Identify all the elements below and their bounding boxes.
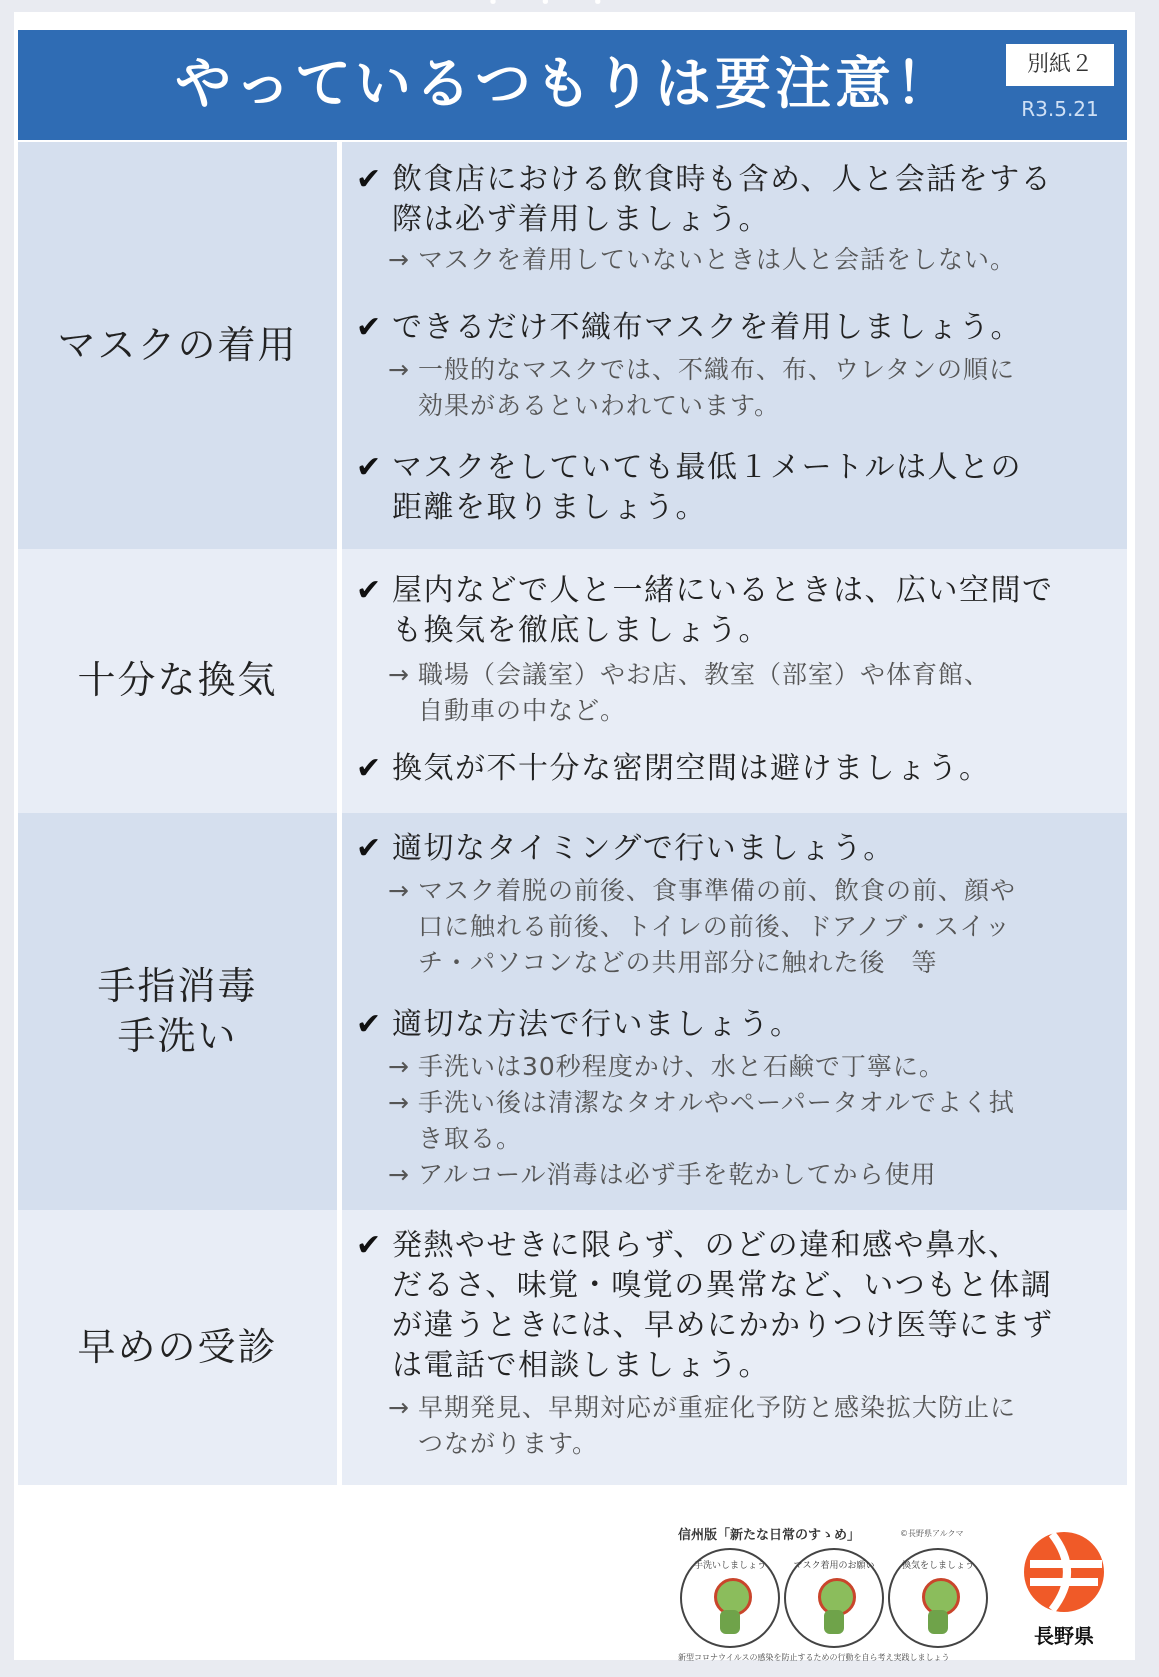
item-text-line: マスクをしていても最低１メートルは人との — [392, 450, 1022, 485]
item-text-line: 屋内などで人と一緒にいるときは、広い空間で — [392, 573, 1054, 608]
checklist-item — [356, 448, 1116, 528]
item-text-line: できるだけ不織布マスクを着用しましょう。 — [392, 310, 1022, 345]
check-mark-icon: ✔ — [356, 751, 383, 786]
badge-text: 手洗いしましょう — [693, 1561, 766, 1571]
note-line — [388, 1049, 1118, 1085]
issue-date: R3.5.21 — [1021, 97, 1099, 121]
checklist-item — [356, 571, 1116, 651]
prefecture-name: 長野県 — [1034, 1624, 1094, 1648]
item-text-line: 距離を取りましょう。 — [392, 490, 707, 525]
column-divider — [337, 549, 342, 813]
item-text-line: だるさ、味覚・嗅覚の異常など、いつもと体調 — [392, 1268, 1053, 1303]
note-line — [388, 1157, 1118, 1193]
note-text: 職場（会議室）やお店、教室（部室）や体育館、 — [418, 660, 991, 689]
item-text-line: は電話で相談しましょう。 — [392, 1348, 770, 1383]
section-mask — [18, 142, 1127, 549]
note-text: チ・パソコンなどの共用部分に触れた後 等 — [418, 948, 938, 977]
check-mark-icon: ✔ — [356, 573, 383, 608]
check-mark-icon: ✔ — [356, 310, 383, 345]
note-text: 早期発見、早期対応が重症化予防と感染拡大防止に — [418, 1393, 1017, 1422]
checklist-item — [356, 1005, 1116, 1045]
column-divider — [337, 142, 342, 549]
arrow-right-icon: → — [388, 1088, 410, 1117]
note-text: 効果があるといわれています。 — [418, 391, 781, 420]
arrow-right-icon: → — [388, 660, 410, 689]
mascot-body — [928, 1610, 948, 1634]
check-mark-icon: ✔ — [356, 831, 383, 866]
check-mark-icon: ✔ — [356, 1007, 383, 1042]
nagano-prefecture-mark-icon — [1022, 1530, 1106, 1614]
copyright-text: ©長野県アルクマ — [900, 1529, 964, 1538]
column-divider — [337, 1210, 342, 1485]
note-line — [388, 242, 1118, 278]
campaign-badge-handwash — [680, 1548, 780, 1648]
note-line — [388, 352, 1118, 424]
item-text-line: が違うときには、早めにかかりつけ医等にまず — [392, 1308, 1054, 1343]
attachment-badge: 別紙２ — [1006, 44, 1114, 86]
note-text: 手洗い後は清潔なタオルやペーパータオルでよく拭 — [418, 1088, 1015, 1117]
campaign-badge-ventilation — [888, 1548, 988, 1648]
badge-text: マスク着用のお願い — [793, 1561, 875, 1571]
title-emphasis: ・ ・ ・ つもり — [475, 30, 655, 140]
arrow-right-icon: → — [388, 876, 410, 905]
note-text: アルコール消毒は必ず手を乾かしてから使用 — [418, 1160, 937, 1189]
section-label — [18, 961, 337, 1061]
campaign-note: 新型コロナウイルスの感染を防止するための行動を自ら考え実践しましょう — [678, 1653, 950, 1662]
checklist-item — [356, 1226, 1116, 1386]
section-hand-hygiene — [18, 813, 1127, 1210]
check-mark-icon: ✔ — [356, 450, 383, 485]
item-text-line: 飲食店における飲食時も含め、人と会話をする — [392, 162, 1053, 197]
item-text-line: 換気が不十分な密閉空間は避けましょう。 — [392, 751, 991, 786]
note-text: 自動車の中など。 — [418, 696, 627, 725]
arrow-right-icon: → — [388, 1393, 410, 1422]
item-text-line: も換気を徹底しましょう。 — [392, 613, 770, 648]
section-ventilation — [18, 549, 1127, 813]
item-text-line: 際は必ず着用しましょう。 — [392, 202, 770, 237]
note-line — [388, 657, 1118, 729]
checklist-item — [356, 829, 1116, 869]
note-line — [388, 873, 1118, 981]
badge-text: 換気をしましょう — [901, 1561, 974, 1571]
checklist-item — [356, 308, 1116, 348]
campaign-badge-mask — [784, 1548, 884, 1648]
page-title — [175, 30, 955, 140]
note-text: マスクを着用していないときは人と会話をしない。 — [418, 245, 1017, 274]
item-text-line: 発熱やせきに限らず、のどの違和感や鼻水、 — [392, 1228, 1020, 1263]
section-label-line: 手洗い — [117, 1014, 238, 1058]
check-mark-icon: ✔ — [356, 1228, 383, 1263]
mascot-body — [720, 1610, 740, 1634]
section-label: 早めの受診 — [77, 1325, 278, 1369]
note-text: 手洗いは30秒程度かけ、水と石鹸で丁寧に。 — [418, 1052, 945, 1081]
check-mark-icon: ✔ — [356, 162, 383, 197]
section-label: 十分な換気 — [77, 658, 278, 702]
mascot-body — [824, 1610, 844, 1634]
arrow-right-icon: → — [388, 1052, 410, 1081]
section-label: マスクの着用 — [57, 323, 298, 367]
note-text: つながります。 — [418, 1429, 599, 1458]
item-text-line: 適切なタイミングで行いましょう。 — [392, 831, 895, 866]
note-text: き取る。 — [418, 1124, 523, 1153]
checklist-item — [356, 749, 1116, 789]
title-suffix: は要注意！ — [655, 52, 955, 117]
note-line — [388, 1390, 1118, 1462]
arrow-right-icon: → — [388, 245, 410, 274]
note-text: マスク着脱の前後、食事準備の前、飲食の前、顔や — [418, 876, 1017, 905]
column-divider — [337, 813, 342, 1210]
section-early-consultation — [18, 1210, 1127, 1485]
checklist-item — [356, 160, 1116, 240]
note-text: 口に触れる前後、トイレの前後、ドアノブ・スイッ — [418, 912, 1012, 941]
section-label-line: 手指消毒 — [97, 964, 258, 1008]
note-text: 一般的なマスクでは、不織布、布、ウレタンの順に — [418, 355, 1016, 384]
item-text-line: 適切な方法で行いましょう。 — [392, 1007, 802, 1042]
title-prefix: やっている — [175, 52, 475, 117]
campaign-caption: 信州版「新たな日常のすゝめ」 — [678, 1528, 861, 1543]
arrow-right-icon: → — [388, 1160, 410, 1189]
note-line — [388, 1085, 1118, 1157]
arrow-right-icon: → — [388, 355, 410, 384]
